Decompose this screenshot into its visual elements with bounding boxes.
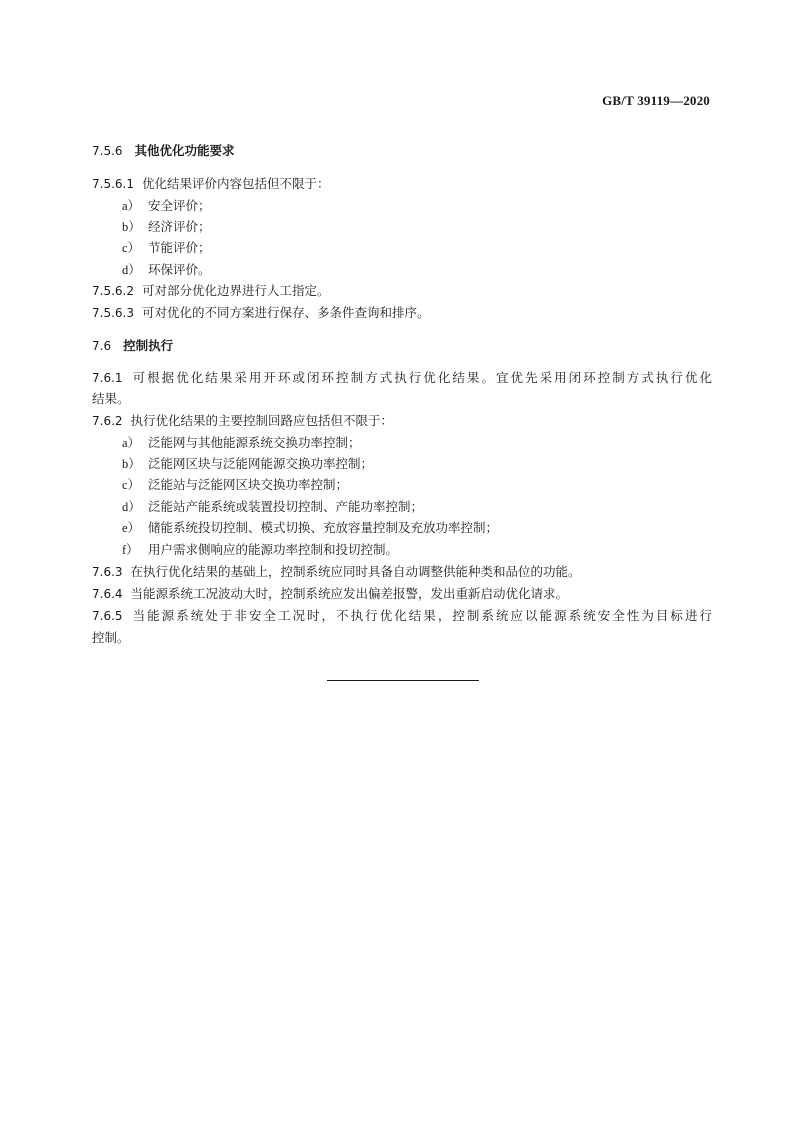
clause-number: 7.5.6.2 <box>92 284 134 298</box>
list-item <box>122 435 361 451</box>
standard-code: GB/T 39119—2020 <box>602 93 710 108</box>
list-text: 经济评价； <box>148 219 211 234</box>
section-title: 控制执行 <box>123 338 174 353</box>
clause-number: 7.5.6.1 <box>92 177 134 191</box>
clause-text: 执行优化结果的主要控制回路应包括但不限于： <box>130 413 394 428</box>
clause-number: 7.6.4 <box>92 587 123 601</box>
list-text: 储能系统投切控制、模式切换、充放容量控制及充放功率控制； <box>148 520 499 535</box>
clause-number: 7.6.1 <box>92 371 123 385</box>
list-item <box>122 499 423 515</box>
list-item <box>122 198 211 214</box>
list-item <box>122 456 373 472</box>
list-label: c） <box>122 478 141 492</box>
list-item <box>122 520 498 536</box>
list-label: a） <box>122 199 141 213</box>
list-item <box>122 240 211 256</box>
list-item <box>122 542 398 558</box>
list-label: d） <box>122 500 141 514</box>
clause-text: 当能源系统工况波动大时，控制系统应发出偏差报警，发出重新启动优化请求。 <box>130 586 569 601</box>
clause-7-6-1 <box>92 370 712 386</box>
section-number: 7.6 <box>92 339 112 353</box>
clause-text: 可对部分优化边界进行人工指定。 <box>141 283 330 298</box>
list-text: 泛能网区块与泛能网能源交换功率控制； <box>148 456 374 471</box>
clause-7-6-4 <box>92 586 568 602</box>
list-item <box>122 262 211 278</box>
section-heading-7-6 <box>92 338 173 354</box>
list-label: e） <box>122 521 141 535</box>
clause-text: 在执行优化结果的基础上，控制系统应同时具备自动调整供能种类和品位的功能。 <box>130 564 581 579</box>
list-label: b） <box>122 220 141 234</box>
section-title: 其他优化功能要求 <box>134 143 235 158</box>
clause-number: 7.6.3 <box>92 565 123 579</box>
section-number: 7.5.6 <box>92 144 123 158</box>
list-label: a） <box>122 436 141 450</box>
list-label: f） <box>122 543 139 557</box>
clause-text: 结果。 <box>92 391 130 406</box>
list-label: b） <box>122 457 141 471</box>
list-text: 泛能网与其他能源系统交换功率控制； <box>148 435 361 450</box>
list-item <box>122 477 348 493</box>
list-text: 泛能站产能系统或装置投切控制、产能功率控制； <box>148 499 424 514</box>
clause-number: 7.5.6.3 <box>92 306 134 320</box>
list-text: 环保评价。 <box>148 262 211 277</box>
clause-text: 当能源系统处于非安全工况时，不执行优化结果，控制系统应以能源系统安全性为目标进行 <box>130 608 712 623</box>
list-item <box>122 219 211 235</box>
clause-7-5-6-1 <box>92 176 330 192</box>
clause-7-6-2 <box>92 413 393 429</box>
clause-number: 7.6.2 <box>92 414 123 428</box>
list-label: c） <box>122 241 141 255</box>
list-text: 安全评价； <box>148 198 211 213</box>
clause-7-5-6-2 <box>92 283 330 299</box>
section-heading-7-5-6 <box>92 143 235 159</box>
clause-7-6-5-continued <box>92 630 130 646</box>
clause-7-5-6-3 <box>92 305 430 321</box>
clause-text: 控制。 <box>92 630 130 645</box>
list-label: d） <box>122 263 141 277</box>
end-of-document-rule <box>327 680 479 681</box>
list-text: 节能评价； <box>148 240 211 255</box>
clause-7-6-1-continued <box>92 391 130 407</box>
clause-text: 可对优化的不同方案进行保存、多条件查询和排序。 <box>141 305 430 320</box>
clause-text: 可根据优化结果采用开环或闭环控制方式执行优化结果。宜优先采用闭环控制方式执行优化 <box>130 370 712 385</box>
list-text: 泛能站与泛能网区块交换功率控制； <box>148 477 349 492</box>
clause-number: 7.6.5 <box>92 609 123 623</box>
clause-7-6-5 <box>92 608 712 624</box>
clause-7-6-3 <box>92 564 581 580</box>
clause-text: 优化结果评价内容包括但不限于： <box>141 176 330 191</box>
list-text: 用户需求侧响应的能源功率控制和投切控制。 <box>148 542 399 557</box>
